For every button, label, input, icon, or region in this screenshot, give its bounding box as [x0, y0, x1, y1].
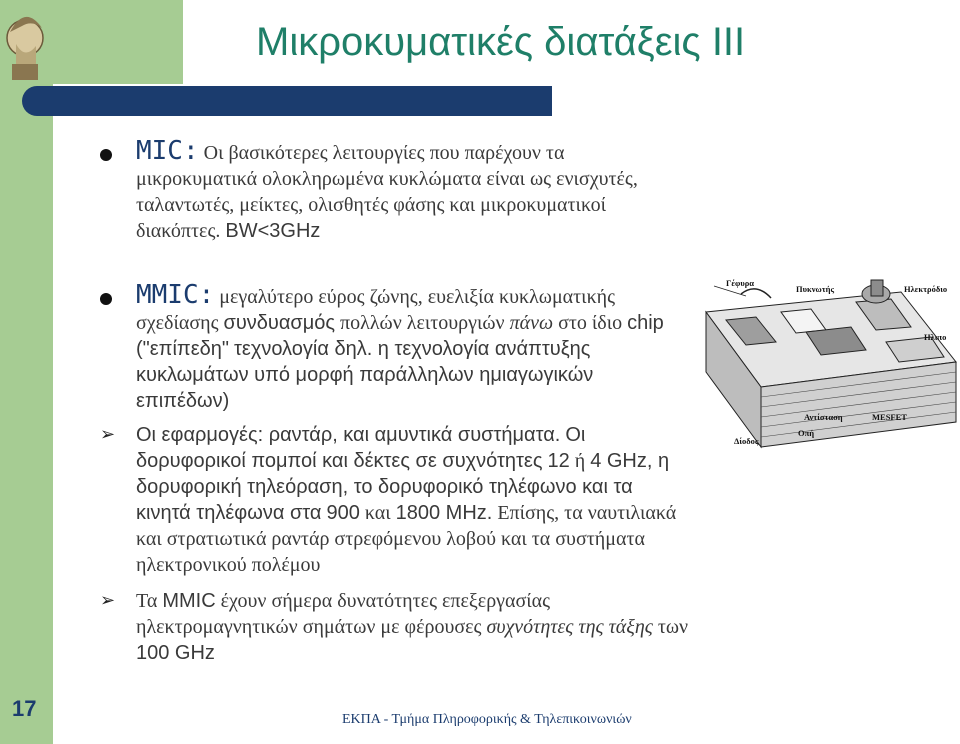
arrow-bullet-icon: ➢ [100, 424, 116, 445]
apps-text-4: ή [574, 450, 586, 472]
bullet-mic [100, 138, 690, 244]
label-mesfet: MESFET [872, 412, 907, 422]
apps-text-8: 1800 MHz. [395, 502, 493, 524]
bullet-mmic [100, 282, 690, 414]
cap-text-3: έχουν σήμερα δυνατότητες επεξεργασίας ηλεκτρομαγνητικών σημάτων με φέρουσες [136, 590, 551, 638]
label-electrode: Ηλεκτρόδιο [904, 284, 948, 294]
label-bridge: Γέφυρα [726, 278, 755, 288]
sub-bullet-mmic-capabilities [100, 588, 690, 666]
mmic-text-4: λειτουργιών [406, 312, 505, 334]
cap-text-6: 100 GHz [136, 642, 215, 664]
arrow-bullet-icon: ➢ [100, 590, 116, 611]
term-mmic: MMIC: [136, 280, 215, 310]
apps-text-6: 900 [326, 502, 360, 524]
apps-text-7: και [364, 502, 391, 524]
footer-text: ΕΚΠΑ - Τμήμα Πληροφορικής & Τηλεπικοινωνιών [342, 712, 632, 727]
apps-text-1: Οι εφαρμογές: ραντάρ, και αμυντικά συστήματα. [136, 424, 561, 446]
mmic-text-8: τεχνολογία δηλ. η τεχνολογία ανάπτυξης κυκλωμάτων υπό μορφή παράλληλων ημιαγωγικών επιπέδων) [136, 338, 594, 412]
label-resistor: Αντίσταση [804, 412, 843, 422]
bullet-dot-icon [100, 293, 112, 305]
mmic-text-2: συνδυασμός [223, 312, 336, 334]
cap-text-5: των [657, 616, 689, 638]
label-via: Οπή [798, 428, 815, 438]
term-mic: MIC: [136, 136, 199, 166]
athena-logo [2, 4, 48, 84]
sub-bullet-applications [100, 422, 690, 578]
apps-text-5: 4 GHz, η δορυφορική τηλεόραση, το δορυφορικό τηλέφωνο και τα κινητά τηλέφωνα στα [136, 450, 670, 524]
cap-text-4: συχνότητες της τάξης [486, 616, 653, 638]
mmic-text-1: μεγαλύτερο εύρος ζώνης, ευελιξία κυκλωματικής σχεδίασης [136, 286, 616, 334]
slide-number: 17 [12, 696, 37, 721]
cap-text-1: Τα [136, 590, 158, 612]
mmic-structure-figure [686, 272, 958, 458]
mic-text: Οι βασικότερες λειτουργίες που παρέχουν τα μικροκυματικά ολοκληρωμένα κυκλώματα είναι ως ενισχυτές, ταλαντωτές, μείκτες, ολισθητές φάσης και μικροκυματικοί διακόπτες. [136, 142, 638, 242]
mmic-text-3: πολλών [340, 312, 402, 334]
label-diode: Δίοδος [734, 436, 759, 446]
label-capacitor: Πυκνωτής [796, 284, 835, 294]
header-block [53, 0, 183, 84]
bullet-dot-icon [100, 149, 112, 161]
mmic-3d-illustration [686, 272, 958, 458]
mmic-text-6: στο ίδιο [558, 312, 623, 334]
mmic-text-5: πάνω [509, 312, 554, 334]
apps-text-2: Οι δορυφορικοί πομποί και δέκτες σε συχνότητες [136, 424, 586, 472]
content-area [100, 138, 690, 666]
apps-text-9: Επίσης, τα ναυτιλιακά και στρατιωτικά ραντάρ στρεφόμενου λοβού και τα συστήματα ηλεκτρονικού πολέμου [136, 502, 677, 576]
mic-bandwidth: BW<3GHz [225, 220, 321, 242]
page-title: Μικροκυματικές διατάξεις ΙΙΙ [256, 20, 746, 64]
title-underline-bar [22, 86, 552, 116]
label-substrate: Ηλιπο [924, 332, 947, 342]
cap-text-2: MMIC [162, 590, 216, 612]
mmic-text-7: chip ("επίπεδη" [136, 312, 664, 360]
apps-text-3: 12 [547, 450, 570, 472]
